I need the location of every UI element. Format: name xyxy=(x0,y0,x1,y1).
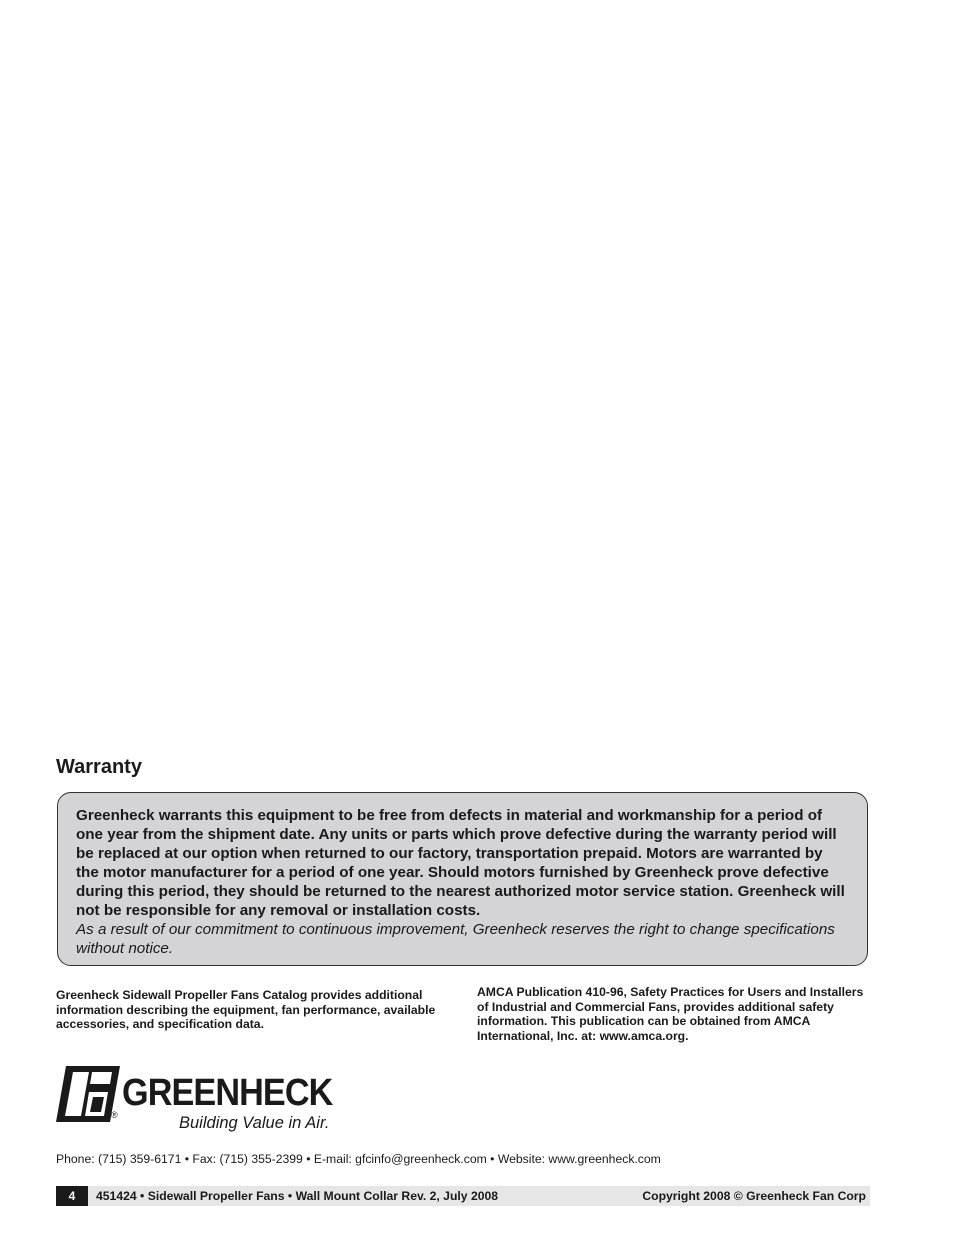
page-number: 4 xyxy=(56,1186,88,1206)
registered-mark: ® xyxy=(111,1110,118,1120)
amca-info: AMCA Publication 410-96, Safety Practices for Users and Installers of Industrial and Commercial Fans, provides additional safety information. This publication can be obtained from AMCA International, Inc. at: www.amca.org. xyxy=(477,985,864,1043)
warranty-note: As a result of our commitment to continuous improvement, Greenheck reserves the right to change specifications without notice. xyxy=(76,921,835,957)
catalog-info: Greenheck Sidewall Propeller Fans Catalog provides additional information describing the equipment, fan performance, available accessories, and specification data. xyxy=(56,988,436,1031)
logo-wordmark: GREENHECK xyxy=(122,1072,333,1114)
footer-bar xyxy=(56,1186,870,1206)
warranty-box xyxy=(57,792,868,966)
warranty-heading: Warranty xyxy=(56,756,142,778)
document-title: 451424 • Sidewall Propeller Fans • Wall Mount Collar Rev. 2, July 2008 xyxy=(96,1189,499,1203)
copyright: Copyright 2008 © Greenheck Fan Corp xyxy=(642,1189,866,1203)
contact-info: Phone: (715) 359-6171 • Fax: (715) 355-2399 • E-mail: gfcinfo@greenheck.com • Website: www.greenheck.com xyxy=(56,1152,661,1166)
warranty-body: Greenheck warrants this equipment to be free from defects in material and workmanship for a period of one year from the shipment date. Any units or parts which prove defective during the warranty period will be replaced at our option when returned to our factory, transportation prepaid. Motors are warranted by the motor manufacturer for a period of one year. Should motors furnished by Greenheck prove defective during this period, they should be returned to the nearest authorized motor service station. Greenheck will not be responsible for any removal or installation costs. xyxy=(76,807,845,919)
logo-tagline: Building Value in Air. xyxy=(179,1114,330,1132)
greenheck-logo xyxy=(56,1064,346,1136)
